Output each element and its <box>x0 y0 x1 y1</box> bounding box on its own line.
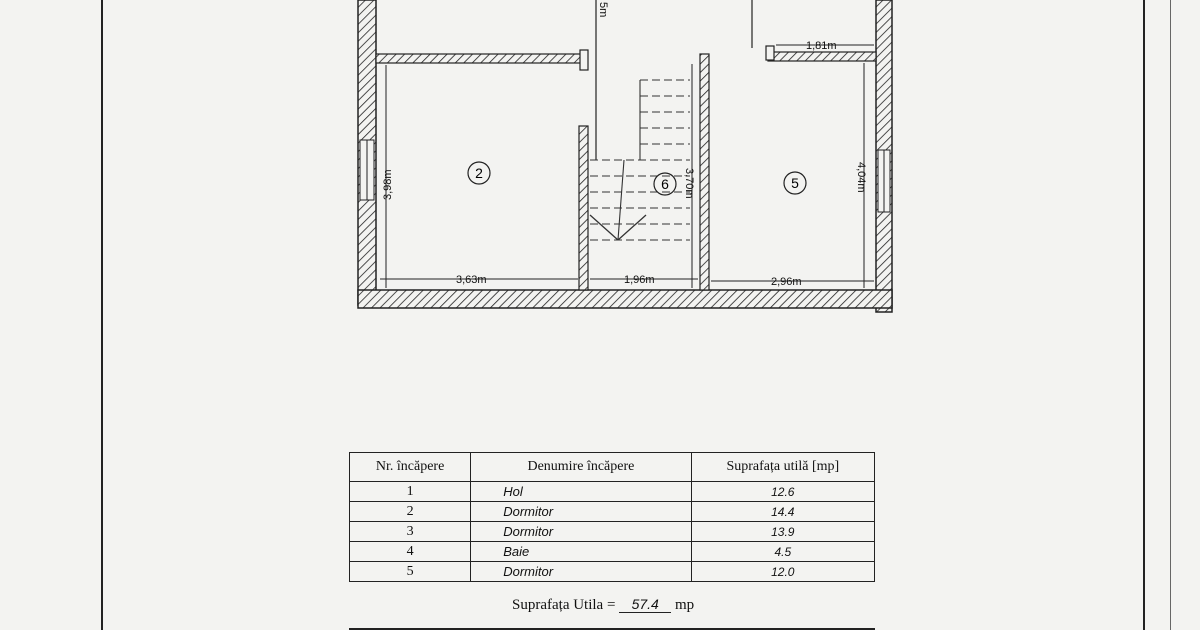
header-area: Suprafața utilă [mp] <box>691 453 874 482</box>
dim-top-right-width: 1,81m <box>806 40 837 52</box>
table-row <box>350 522 875 542</box>
svg-text:5: 5 <box>791 175 799 191</box>
row-nr: 5 <box>350 562 471 582</box>
row-name: Dormitor <box>471 522 691 542</box>
dim-room5-height: 4,04m <box>855 162 867 193</box>
summary-unit: mp <box>674 597 695 613</box>
row-name: Dormitor <box>471 502 691 522</box>
svg-text:2: 2 <box>475 165 483 181</box>
dim-stair-height: 3,70m <box>683 168 695 199</box>
row-nr: 2 <box>350 502 471 522</box>
room-marker-6 <box>654 173 676 195</box>
header-nr: Nr. încăpere <box>350 453 471 482</box>
wall-stair-left <box>579 126 588 290</box>
table-row <box>350 502 875 522</box>
table-header-row <box>350 453 875 482</box>
table-row <box>350 542 875 562</box>
dim-stair-width: 1,96m <box>624 274 655 286</box>
table-row <box>350 562 875 582</box>
row-area: 4.5 <box>691 542 874 562</box>
staircase <box>590 80 690 240</box>
row-area: 13.9 <box>691 522 874 542</box>
usable-area-summary <box>512 596 694 614</box>
dim-room2-width: 3,63m <box>456 274 487 286</box>
svg-text:6: 6 <box>661 176 669 192</box>
room-marker-2 <box>468 162 490 184</box>
wall-bottom <box>358 290 892 308</box>
row-area: 12.0 <box>691 562 874 582</box>
header-name: Denumire încăpere <box>471 453 691 482</box>
wall-top-right-partition <box>768 52 876 61</box>
row-nr: 3 <box>350 522 471 542</box>
row-area: 12.6 <box>691 482 874 502</box>
row-area: 14.4 <box>691 502 874 522</box>
table-row <box>350 482 875 502</box>
row-name: Dormitor <box>471 562 691 582</box>
room-marker-5 <box>784 172 806 194</box>
row-nr: 4 <box>350 542 471 562</box>
row-name: Baie <box>471 542 691 562</box>
dim-room2-height: 3,98m <box>382 169 394 200</box>
summary-value: 57.4 <box>619 596 671 613</box>
rooms-table <box>349 452 875 582</box>
row-nr: 1 <box>350 482 471 502</box>
wall-top-left-partition <box>376 54 582 63</box>
dim-room5-width: 2,96m <box>771 276 802 288</box>
summary-label: Suprafața Utila = <box>512 597 616 613</box>
wall-stair-right <box>700 54 709 290</box>
row-name: Hol <box>471 482 691 502</box>
dim-top-center-partial: 5m <box>597 2 609 18</box>
